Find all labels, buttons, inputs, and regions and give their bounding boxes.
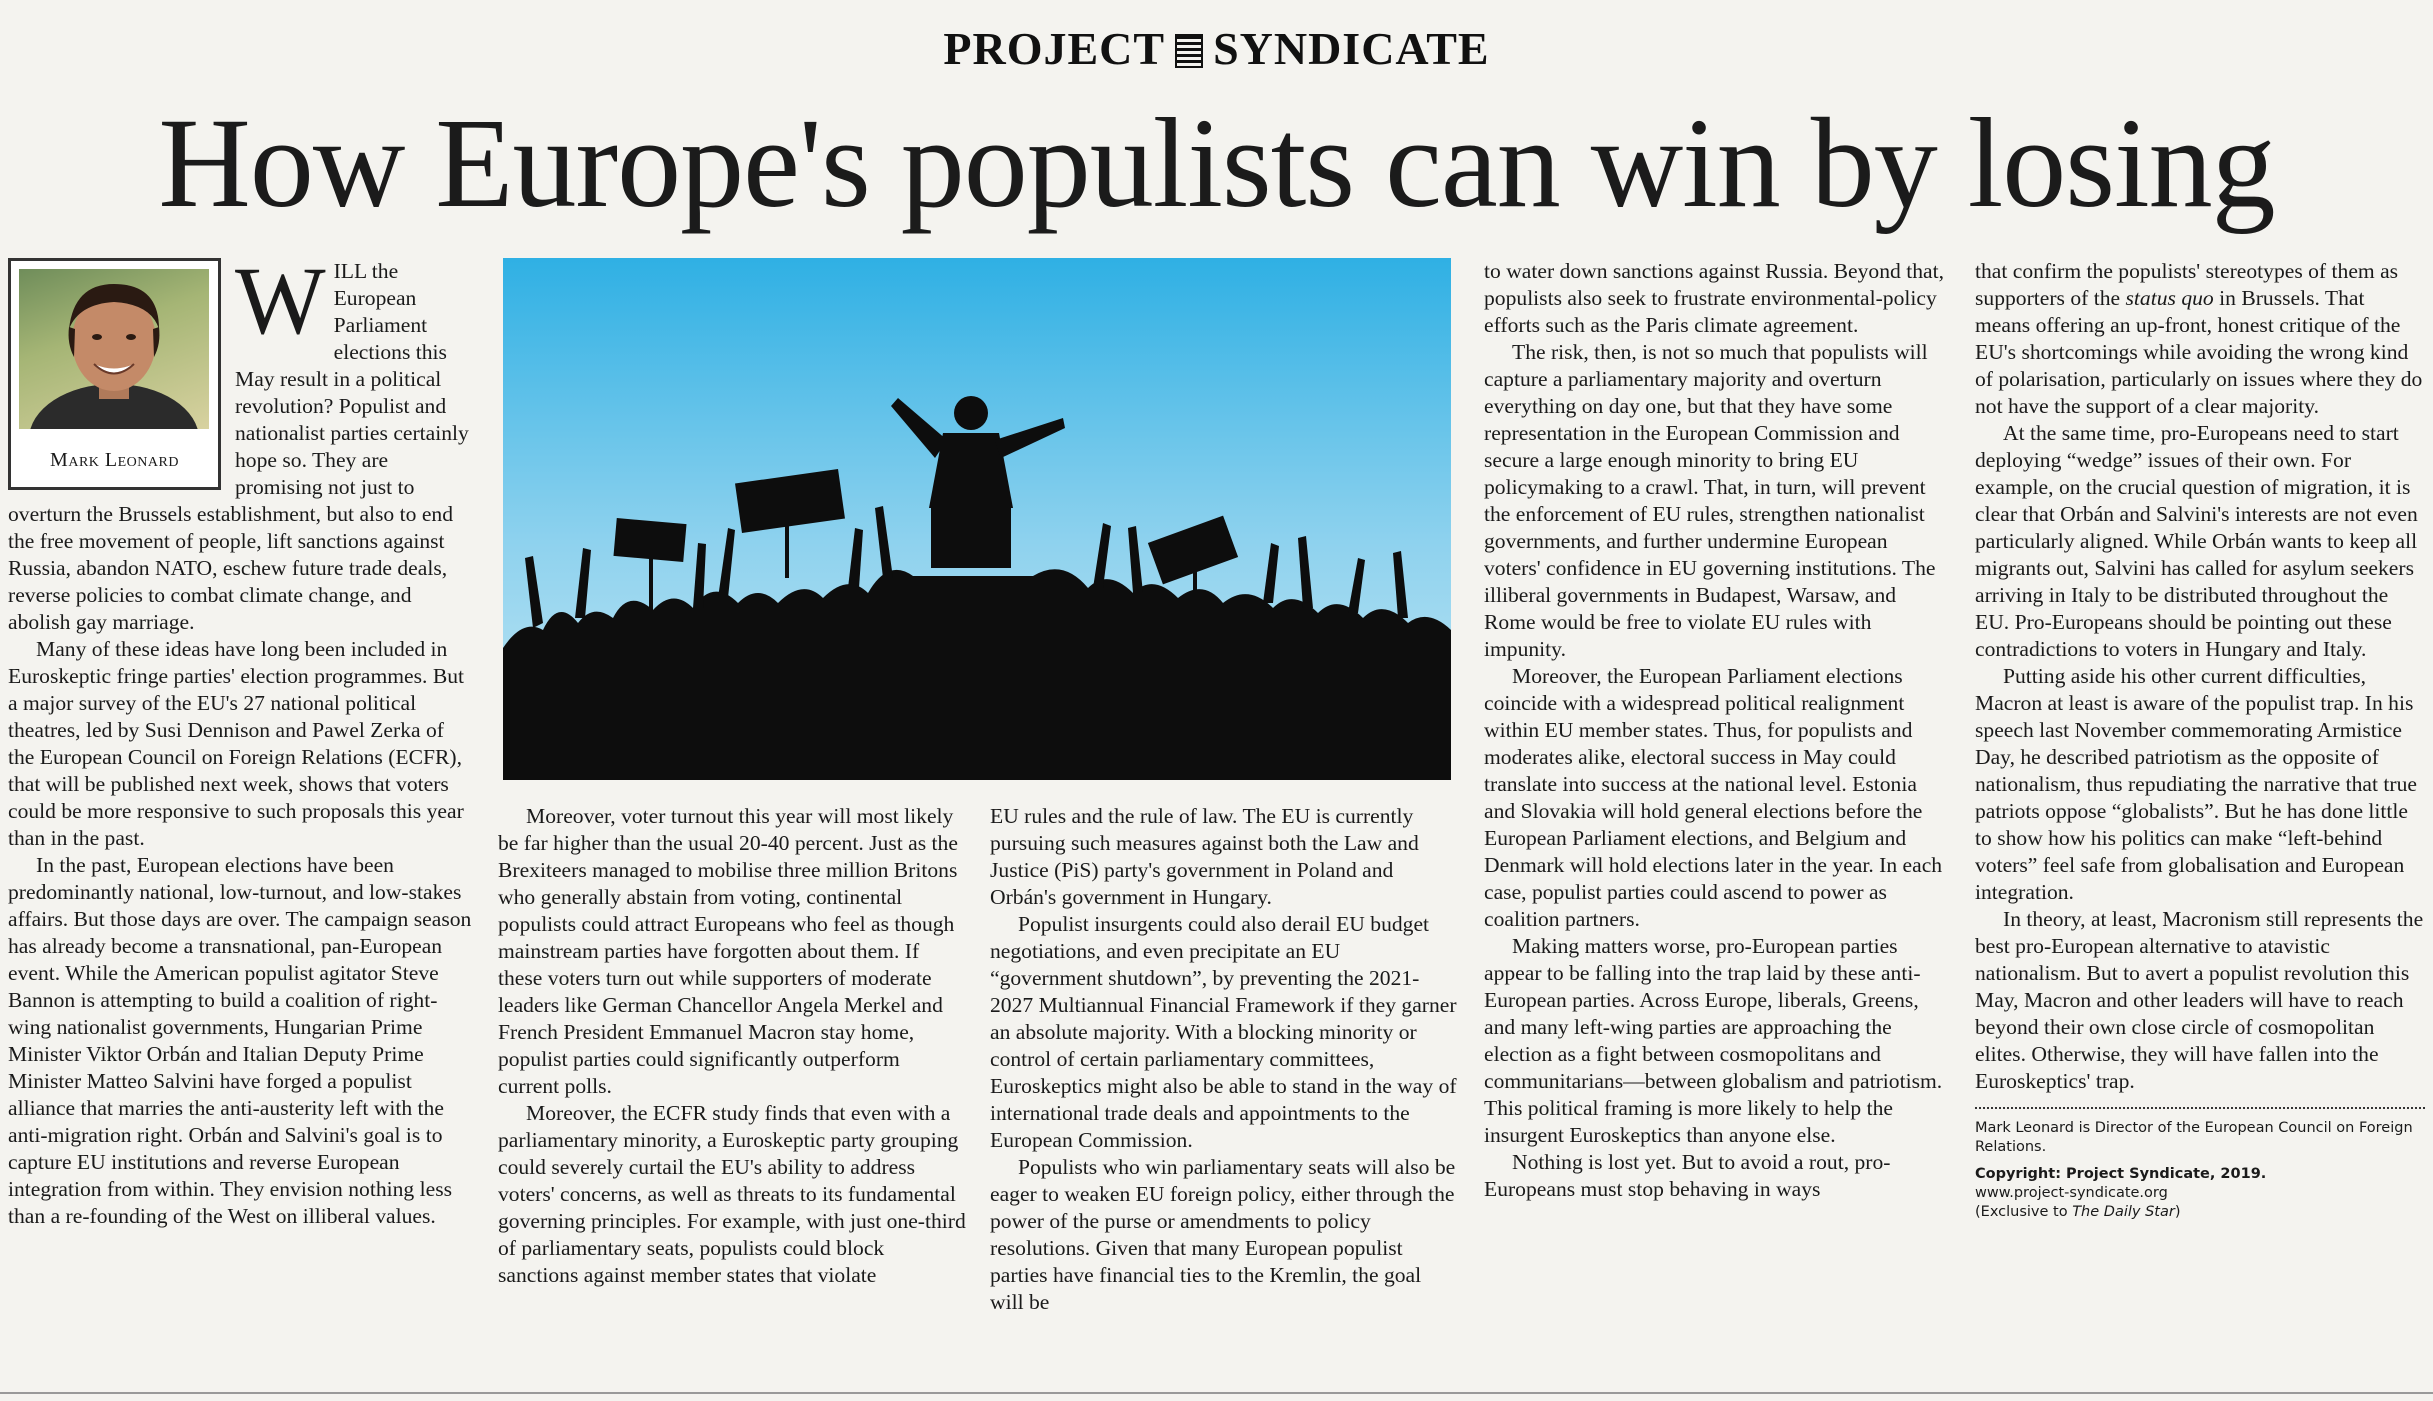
col4-p3: Moreover, the European Parliament elections coincide with a widespread political realignment within EU member states. Thus, for populists and moderates alike, electoral success in May could translate into success at the national level. Estonia and Slovakia will hold general elections before the European Parliament elections, and Belgium and Denmark will hold elections later in the year. In each case, populist parties could ascend to power as coalition partners. (1484, 664, 1943, 931)
masthead-logo-icon (1175, 34, 1203, 68)
exclusive-paper: The Daily Star (2072, 1204, 2175, 1220)
author-portrait-icon (19, 269, 209, 429)
exclusive-prefix: (Exclusive to (1975, 1204, 2073, 1220)
col5-p1-italic: status quo (2125, 286, 2214, 310)
crowd-silhouette-icon (503, 258, 1451, 780)
col2-p1: Moreover, voter turnout this year will most likely be far higher than the usual 20-40 percent. Just as the Brexiteers managed to mobilise three million Britons who generally abstain from voting, continental populists could attract Europeans who feel as though mainstream parties have forgotten about them. If these voters turn out while supporters of moderate leaders like German Chancellor Angela Merkel and French President Emmanuel Macron stay home, populist parties could significantly outperform current polls. (498, 804, 958, 1098)
column-2 (498, 803, 966, 1289)
col1-p1: ILL the European Parliament elections this May result in a political revolution? Populist and nationalist parties certainly hope so. They are promising not just to overturn the Brussels establishment, but also to end the free movement of people, lift sanctions against Russia, abandon NATO, eschew future trade deals, reverse policies to combat climate change, and abolish gay marriage. (8, 259, 469, 634)
col4-p5: Nothing is lost yet. But to avoid a rout, pro-Europeans must stop behaving in ways (1484, 1150, 1891, 1201)
col5-p1-a: that confirm the populists' stereotypes of them as supporters of the (1975, 259, 2399, 310)
masthead-right: SYNDICATE (1213, 23, 1490, 74)
column-1 (8, 247, 473, 1230)
author-box (8, 258, 221, 490)
col3-p1: EU rules and the rule of law. The EU is currently pursuing such measures against both the Law and Justice (PiS) party's government in Poland and Orbán's government in Hungary. (990, 804, 1419, 909)
dropcap: W (235, 247, 326, 354)
hero-image (503, 258, 1451, 780)
col2-p2: Moreover, the ECFR study finds that even with a parliamentary minority, a Euroskeptic party grouping could severely curtail the EU's ability to address voters' concerns, as well as threats to its fundamental governing principles. For example, with just one-third of parliamentary seats, populists could block sanctions against member states that violate (498, 1101, 966, 1287)
author-bio: Mark Leonard is Director of the European Council on Foreign Relations. (1975, 1120, 2413, 1155)
exclusive-line (1975, 1203, 2425, 1222)
masthead-left: PROJECT (943, 23, 1166, 74)
column-3 (990, 803, 1458, 1316)
author-footnote (1975, 1107, 2425, 1222)
col4-p1: to water down sanctions against Russia. Beyond that, populists also seek to frustrate environmental-policy efforts such as the Paris climate agreement. (1484, 259, 1944, 337)
syndicate-url: www.project-syndicate.org (1975, 1185, 2168, 1201)
col4-p2: The risk, then, is not so much that populists will capture a parliamentary majority and overturn everything on day one, but that they have some representation in the European Commission and secure a large enough minority to bring EU policymaking to a crawl. That, in turn, will prevent the enforcement of EU rules, strengthen nationalist governments, and further undermine European voters' confidence in EU governing institutions. The illiberal governments in Budapest, Warsaw, and Rome would be free to violate EU rules with impunity. (1484, 340, 1936, 661)
bottom-rule (0, 1392, 2433, 1394)
col3-p3: Populists who win parliamentary seats will also be eager to weaken EU foreign policy, either through the power of the purse or amendments to policy resolutions. Given that many European populist parties have financial ties to the Kremlin, the goal will be (990, 1155, 1456, 1314)
masthead (0, 22, 2433, 75)
col3-p2: Populist insurgents could also derail EU budget negotiations, and even precipitate an EU “government shutdown”, by preventing the 2021-2027 Multiannual Financial Framework if they garner an absolute majority. With a blocking minority or control of certain parliamentary committees, Euroskeptics might also be able to stand in the way of international trade deals and appointments to the European Commission. (990, 912, 1457, 1152)
author-name: Mark Leonard (50, 449, 179, 471)
col1-p2: Many of these ideas have long been included in Euroskeptic fringe parties' election programmes. But a major survey of the EU's 27 national political theatres, led by Susi Dennison and Pawel Zerka of the European Council on Foreign Relations (ECFR), that will be published next week, shows that voters could be more responsive to such proposals this year than in the past. (8, 637, 465, 850)
col5-p3: Putting aside his other current difficulties, Macron at least is aware of the populist trap. In his speech last November commemorating Armistice Day, he described patriotism as the opposite of nationalism, thus repudiating the narrative that true patriots oppose “globalists”. But he has done little to show how his politics can make “left-behind voters” feel safe from globalisation and European integration. (1975, 664, 2417, 904)
col4-p4: Making matters worse, pro-European parties appear to be falling into the trap laid by these anti-European parties. Across Europe, liberals, Greens, and many left-wing parties are approaching the election as a fight between cosmopolitans and communitarians—between globalism and patriotism. This political framing is more likely to help the insurgent Euroskeptics than anyone else. (1484, 934, 1943, 1147)
author-photo (19, 269, 209, 429)
exclusive-suffix: ) (2174, 1204, 2181, 1220)
copyright-line: Copyright: Project Syndicate, 2019. (1975, 1166, 2267, 1182)
column-4 (1484, 258, 1949, 1203)
col5-p1 (1975, 258, 2425, 420)
col5-p2: At the same time, pro-Europeans need to start deploying “wedge” issues of their own. For example, on the crucial question of migration, it is clear that Orbán and Salvini's interests are not even particularly aligned. While Orbán wants to keep all migrants out, Salvini has called for asylum seekers arriving in Italy to be distributed throughout the EU. Pro-Europeans should be pointing out these contradictions to voters in Hungary and Italy. (1975, 421, 2418, 661)
col5-p1-c: in Brussels. That means offering an up-front, honest critique of the EU's shortcomings while avoiding the wrong kind of polarisation, particularly on issues where they do not have the support of a clear majority. (1975, 286, 2423, 418)
col1-p3: In the past, European elections have been predominantly national, low-turnout, and low-stakes affairs. But those days are over. The campaign season has already become a transnational, pan-European event. While the American populist agitator Steve Bannon is attempting to build a coalition of right-wing nationalist governments, Hungarian Prime Minister Viktor Orbán and Italian Deputy Prime Minister Matteo Salvini have forged a populist alliance that marries the anti-austerity left with the anti-migration right. Orbán and Salvini's goal is to capture EU institutions and reverse European integration from within. They envision nothing less than a re-founding of the West on illiberal values. (8, 853, 472, 1228)
col5-p4: In theory, at least, Macronism still represents the best pro-European alternative to atavistic nationalism. But to avert a populist revolution this May, Macron and other leaders will have to reach beyond their own close circle of cosmopolitan elites. Otherwise, they will have fallen into the Euroskeptics' trap. (1975, 907, 2424, 1093)
column-5 (1975, 258, 2425, 1222)
headline: How Europe's populists can win by losing (158, 92, 2275, 234)
